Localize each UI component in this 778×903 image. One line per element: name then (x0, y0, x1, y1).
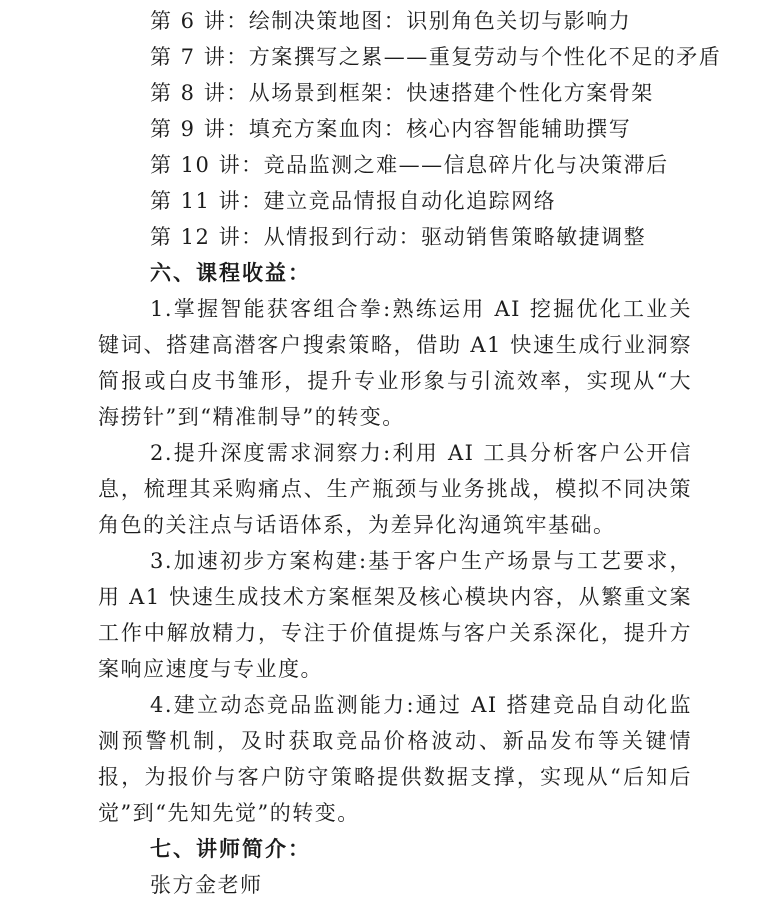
section-course-benefits (98, 255, 692, 831)
lecture-item-11: 第 11 讲：建立竞品情报自动化追踪网络 (150, 189, 557, 213)
lecture-item-7: 第 7 讲：方案撰写之累——重复劳动与个性化不足的矛盾 (150, 45, 722, 69)
lecturer-name: 张方金老师 (150, 873, 263, 897)
lecture-item-9: 第 9 讲：填充方案血肉：核心内容智能辅助撰写 (150, 117, 632, 141)
benefits-heading: 六、课程收益： (150, 260, 311, 285)
course-outline-list (98, 3, 722, 255)
benefit-paragraph-3: 3.加速初步方案构建:基于客户生产场景与工艺要求，用 A1 快速生成技术方案框架及核心模块内容，从繁重文案工作中解放精力，专注于价值提炼与客户关系深化，提升方案响应速度与专业度。 (98, 549, 692, 681)
section-lecturer-intro (98, 831, 692, 903)
lecturer-heading: 七、讲师简介： (150, 836, 311, 861)
lecture-item-10: 第 10 讲：竞品监测之难——信息碎片化与决策滞后 (150, 153, 669, 177)
lecture-item-12: 第 12 讲：从情报到行动：驱动销售策略敏捷调整 (150, 225, 647, 249)
benefit-paragraph-2: 2.提升深度需求洞察力:利用 AI 工具分析客户公开信息，梳理其采购痛点、生产瓶颈与业务挑战，模拟不同决策角色的关注点与话语体系，为差异化沟通筑牢基础。 (98, 441, 692, 537)
benefit-paragraph-4: 4.建立动态竞品监测能力:通过 AI 搭建竞品自动化监测预警机制，及时获取竞品价格波动、新品发布等关键情报，为报价与客户防守策略提供数据支撑，实现从“后知后觉”到“先知先觉”的转变。 (98, 693, 692, 825)
benefit-paragraph-1: 1.掌握智能获客组合拳:熟练运用 AI 挖掘优化工业关键词、搭建高潜客户搜索策略，借助 A1 快速生成行业洞察简报或白皮书雏形，提升专业形象与引流效率，实现从“大海捞针”到“精准制导”的转变。 (98, 297, 692, 429)
lecture-item-8: 第 8 讲：从场景到框架：快速搭建个性化方案骨架 (150, 81, 654, 105)
lecture-item-6: 第 6 讲：绘制决策地图：识别角色关切与影响力 (150, 9, 632, 33)
